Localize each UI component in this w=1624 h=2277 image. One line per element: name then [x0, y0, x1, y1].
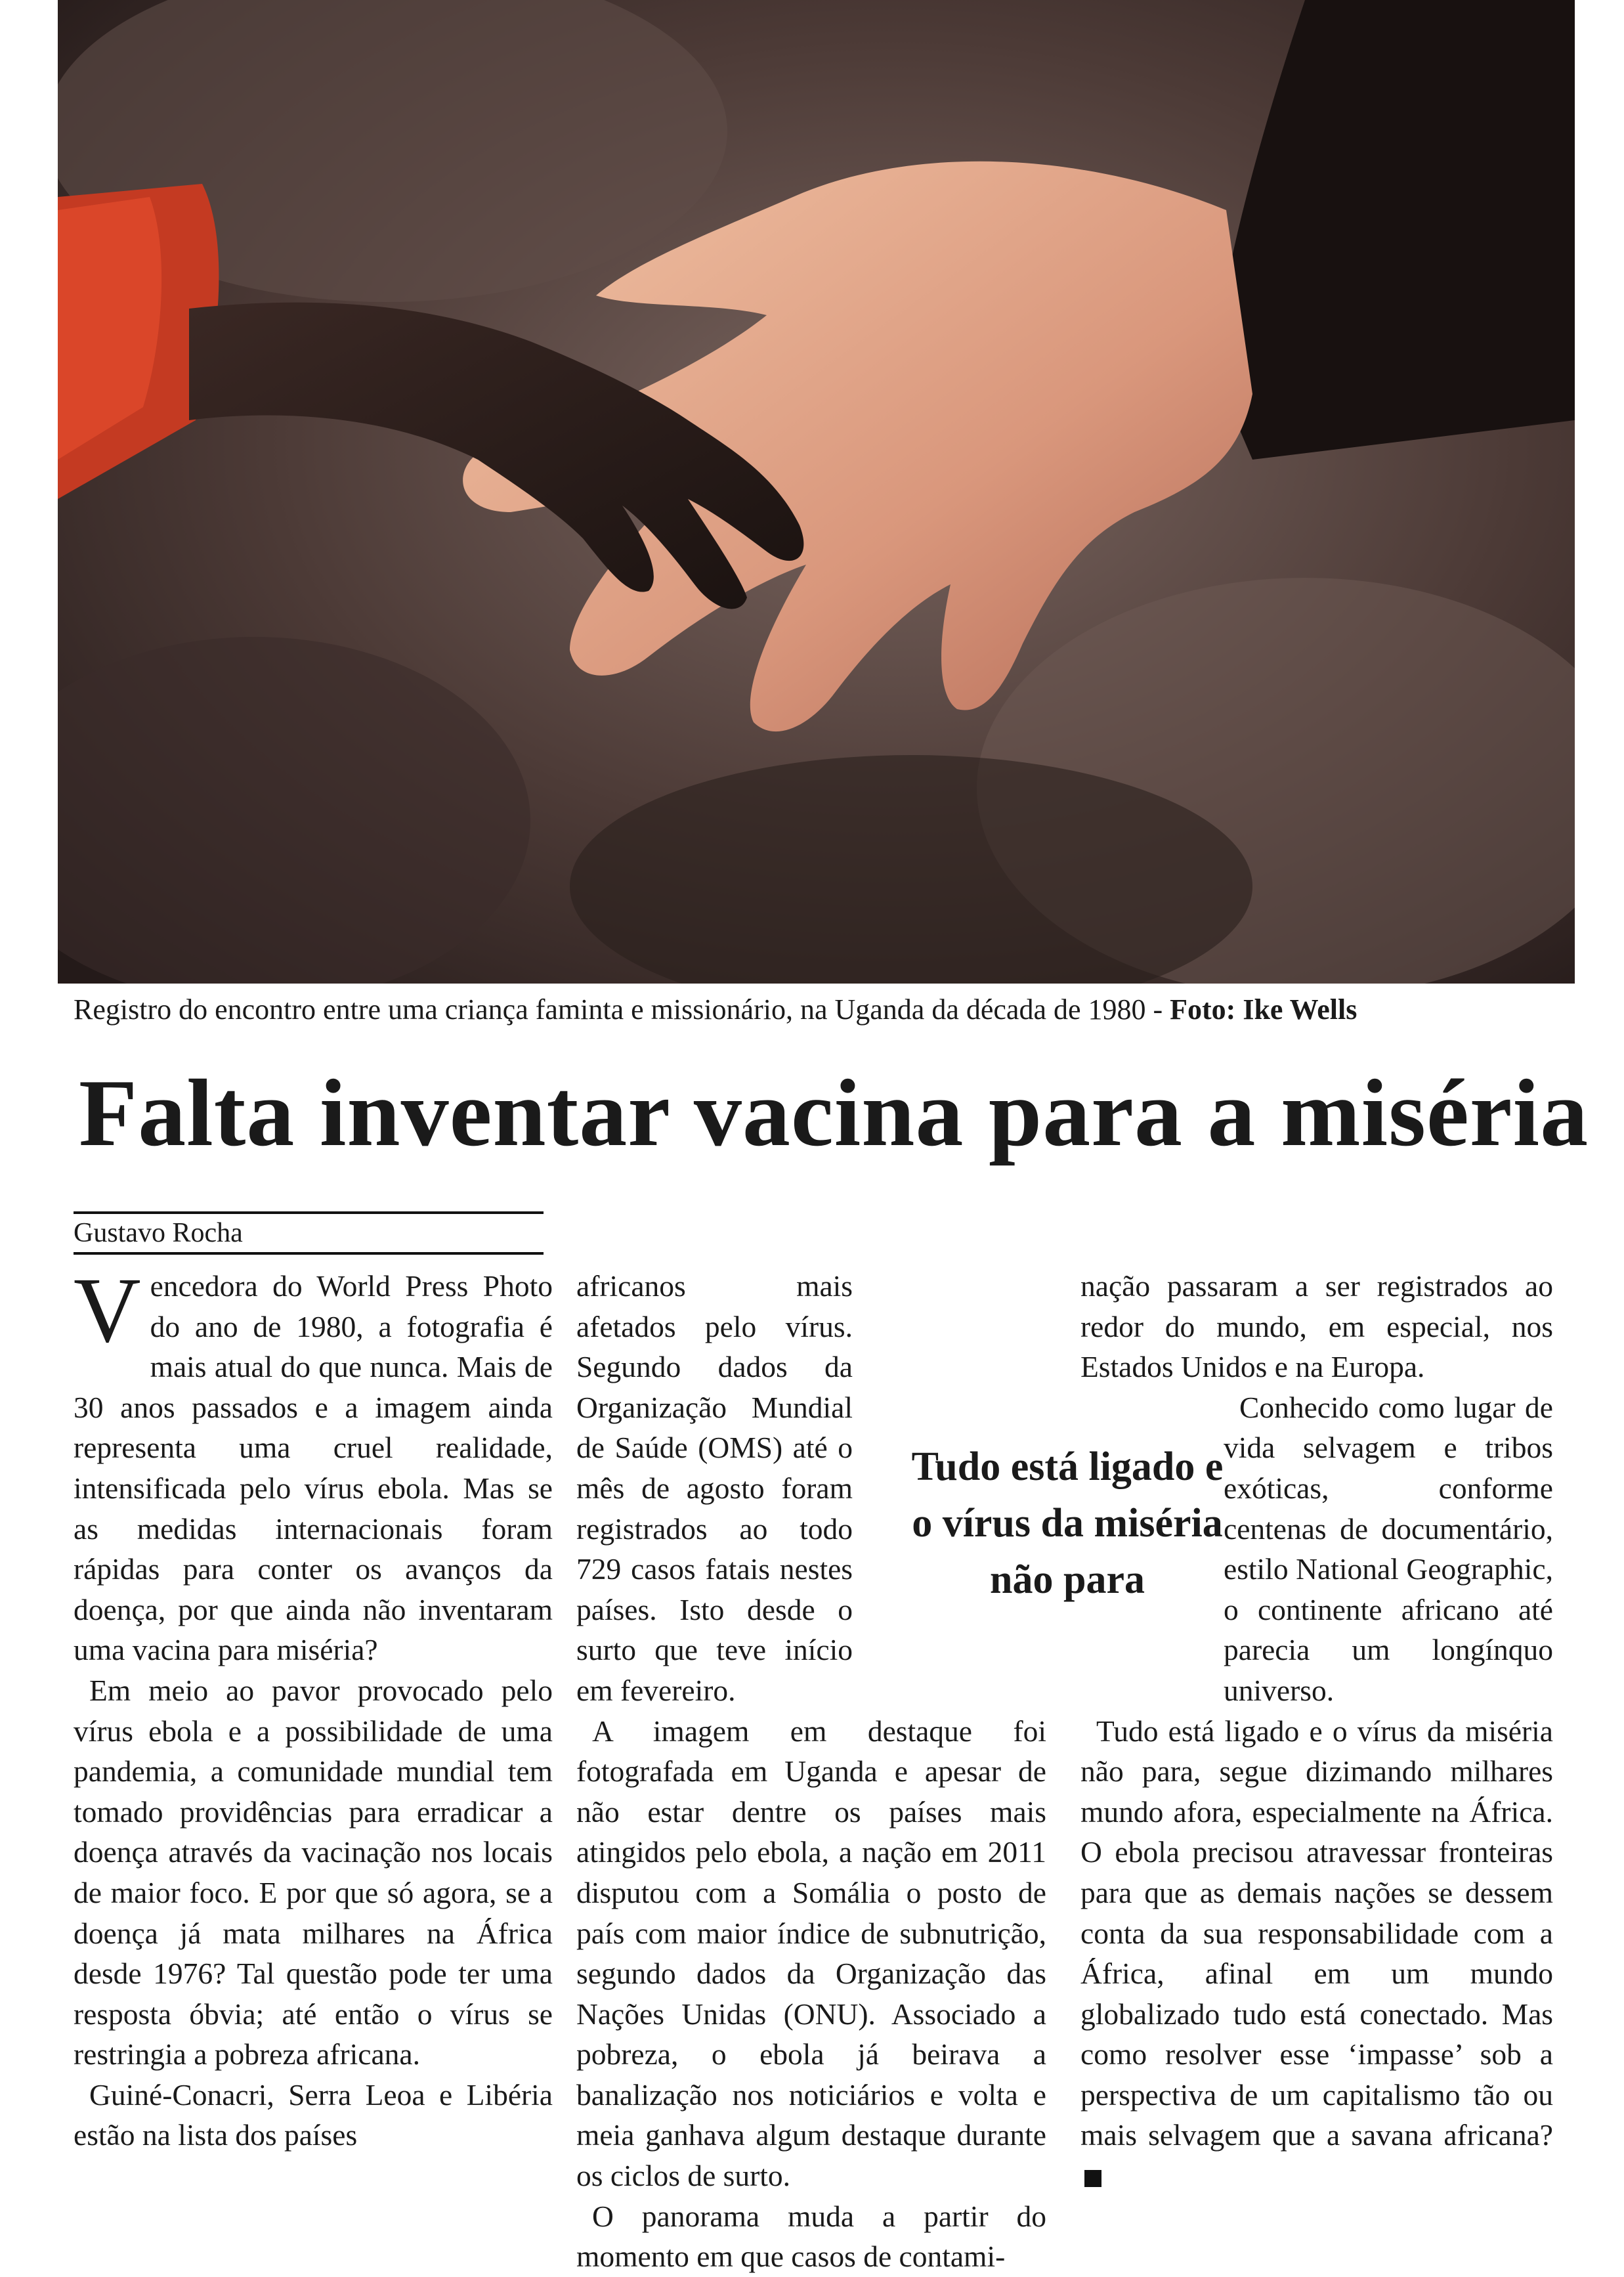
article-column-1: [74, 1258, 553, 2156]
paragraph: Guiné-Conacri, Serra Leoa e Libéria estão na lista dos países: [74, 2077, 553, 2152]
paragraph: Tudo está ligado e o vírus da miséria não para, segue dizimando milhares mundo afora, especialmente na África. O ebola precisou atravessar fronteiras para que as demais nações se dessem conta da sua responsabilidade com a África, afinal em um mundo globalizado tudo está conectado. Mas como resolver esse ‘impasse’ sob a perspectiva de um capitalismo tão ou mais selvagem que a savana africana?: [1080, 1711, 1553, 2196]
caption-text: Registro do encontro entre uma criança faminta e missionário, na Uganda da década de 1980 -: [74, 993, 1170, 1026]
dropcap: V: [74, 1258, 141, 1362]
hero-photo: [58, 0, 1575, 984]
paragraph: africanos mais afetados pelo vírus. Segundo dados da Organização Mundial de Saúde (OMS) até o mês de agosto foram registrados ao todo 729 casos fatais nestes países. Isto desde o surto que teve início em fevereiro.: [576, 1269, 853, 1707]
photo-caption: [74, 990, 1570, 1030]
paragraph: A imagem em destaque foi fotografada em Uganda e apesar de não estar dentre os países mais atingidos pelo ebola, a nação em 2011 disputou com a Somália o posto de país com maior índice de subnutrição, segundo dados da Organização das Nações Unidas (ONU). Associado a pobreza, o ebola já beirava a banalização nos noticiários e volta e meia ganhava algum destaque durante os ciclos de surto.: [576, 1714, 1046, 2193]
photo-credit: Foto: Ike Wells: [1170, 993, 1357, 1026]
byline: Gustavo Rocha: [74, 1218, 243, 1248]
end-mark-icon: [1084, 2170, 1101, 2187]
byline-rule: [74, 1211, 544, 1255]
pull-quote: Tudo está ligado e o vírus da miséria não para: [911, 1444, 1224, 1602]
paragraph: O panorama muda a partir do momento em que casos de contami-: [576, 2199, 1046, 2274]
article-column-2: [576, 1266, 1046, 2277]
article-column-3: [1080, 1266, 1553, 2196]
paragraph: Vencedora do World Press Photo do ano de 1980, a fotografia é mais atual do que nunca. Mais de 30 anos passados e a imagem ainda representa uma cruel realidade, intensificada pelo vírus ebola. Mas se as medidas internacionais foram rápidas para conter os avanços da doença, por que ainda não inventaram uma vacina para miséria?: [74, 1258, 553, 1667]
paragraph: Em meio ao pavor provocado pelo vírus ebola e a possibilidade de uma pandemia, a comunidade mundial tem tomado providências para erradicar a doença através da vacinação nos locais de maior foco. E por que só agora, se a doença já mata milhares na África desde 1976? Tal questão pode ter uma resposta óbvia; até então o vírus se restringia a pobreza africana.: [74, 1673, 553, 2071]
paragraph: nação passaram a ser registrados ao redor do mundo, em especial, nos Estados Unidos e na Europa.: [1080, 1269, 1553, 1384]
paragraph: Conhecido como lugar de vida selvagem e tribos exóticas, conforme centenas de documentário, estilo National Geographic, o continente africano até parecia um longínquo universo.: [1224, 1390, 1553, 1707]
headline: Falta inventar vacina para a miséria: [79, 1060, 1589, 1166]
photo-hands-icon: [58, 0, 1575, 984]
